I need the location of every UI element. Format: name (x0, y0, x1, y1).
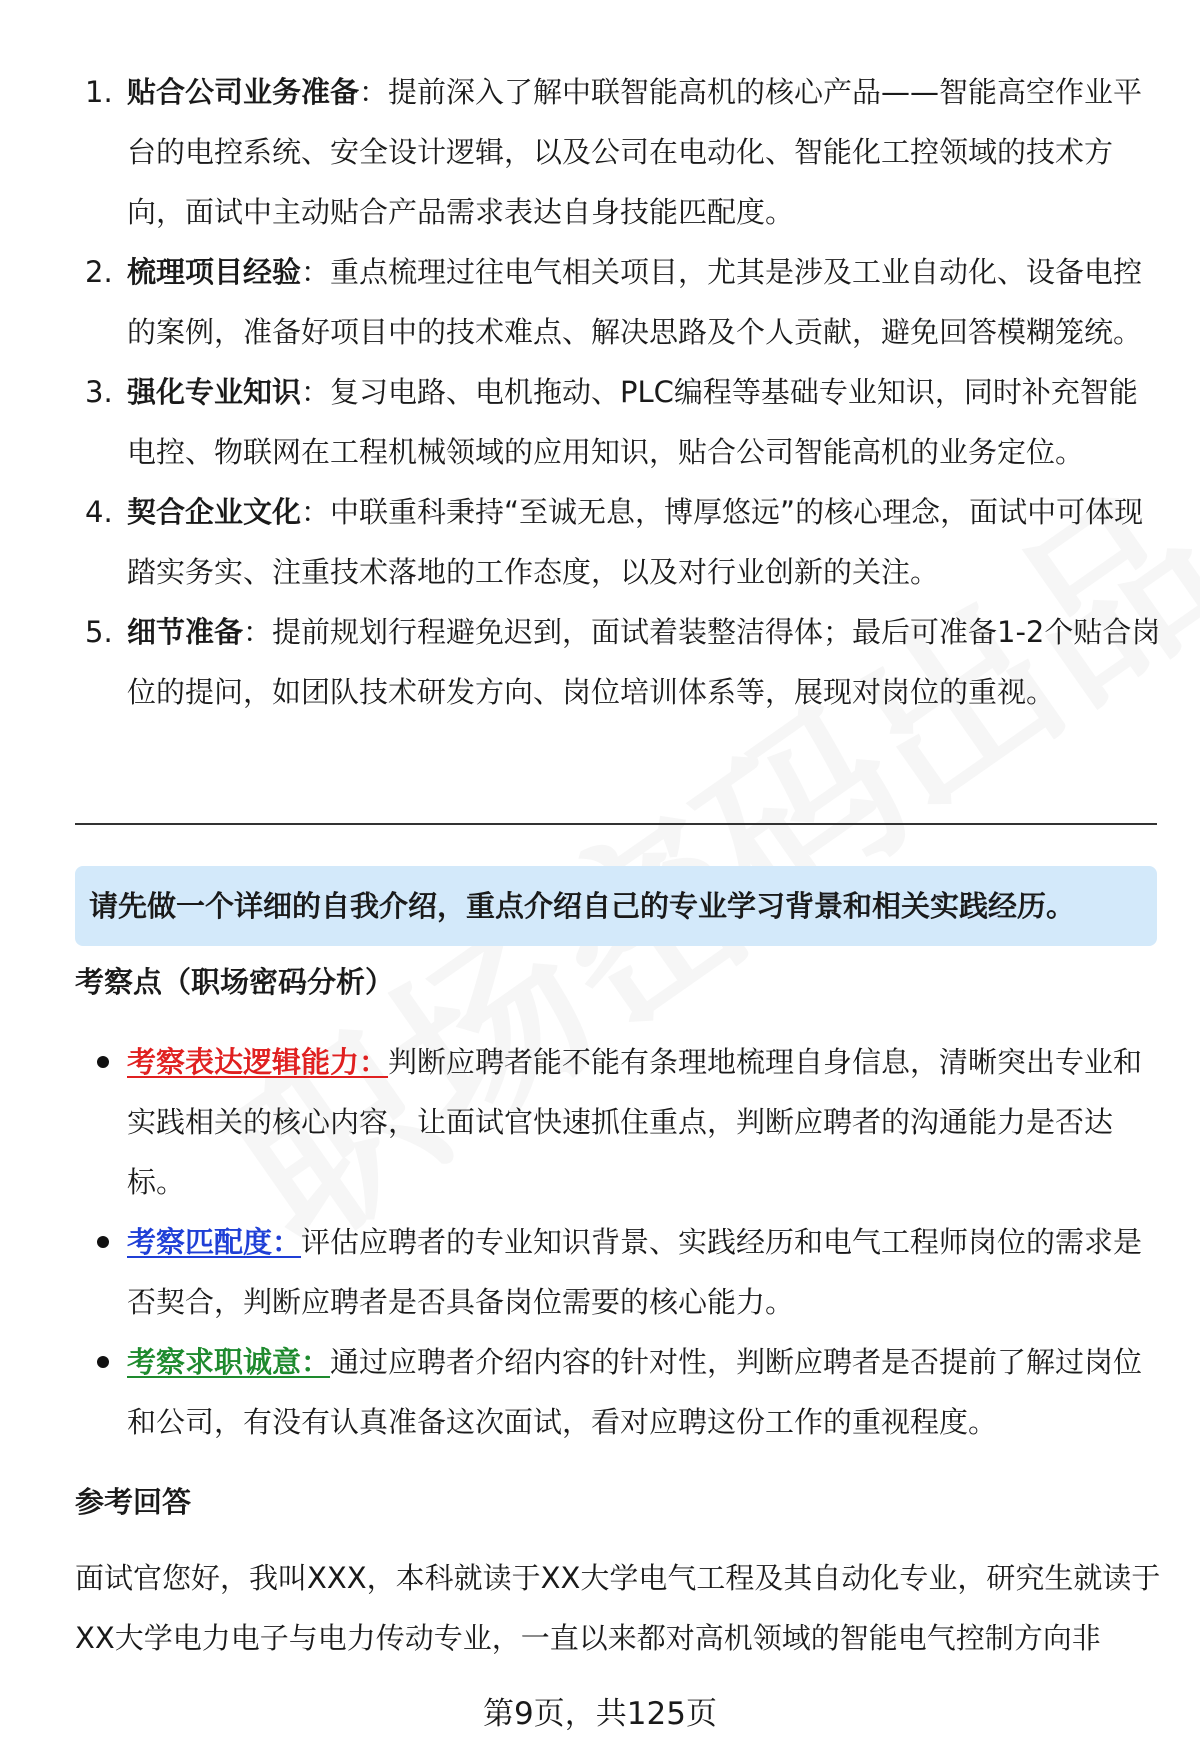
point-heading: 考察匹配度： (127, 1225, 302, 1259)
assessment-points-list (75, 1032, 1165, 1452)
question-box: 请先做一个详细的自我介绍，重点介绍自己的专业学习背景和相关实践经历。 (75, 866, 1157, 946)
prep-list (75, 62, 1165, 722)
item-number: 4. (85, 495, 113, 529)
answer-heading: 参考回答 (75, 1485, 192, 1519)
answer-paragraph: 面试官您好，我叫XXX，本科就读于XX大学电气工程及其自动化专业，研究生就读于XX大学电力电子与电力传动专业，一直以来都对高机领域的智能电气控制方向非 (75, 1561, 1161, 1655)
item-body: ：复习电路、电机拖动、PLC编程等基础专业知识，同时补充智能电控、物联网在工程机械领域的应用知识，贴合公司智能高机的业务定位。 (127, 375, 1138, 469)
assessment-point (75, 1212, 1165, 1332)
item-heading: 贴合公司业务准备 (127, 75, 360, 109)
prep-item (75, 362, 1165, 482)
item-body: ：重点梳理过往电气相关项目，尤其是涉及工业自动化、设备电控的案例，准备好项目中的技术难点、解决思路及个人贡献，避免回答模糊笼统。 (127, 255, 1143, 349)
assessment-point (75, 1332, 1165, 1452)
assessment-point (75, 1032, 1165, 1212)
prep-item (75, 482, 1165, 602)
item-heading: 梳理项目经验 (127, 255, 302, 289)
point-heading: 考察表达逻辑能力： (127, 1045, 389, 1079)
bullet-icon (97, 1236, 109, 1248)
item-number: 2. (85, 255, 113, 289)
item-heading: 契合企业文化 (127, 495, 302, 529)
point-body: 判断应聘者能不能有条理地梳理自身信息，清晰突出专业和实践相关的核心内容，让面试官快速抓住重点，判断应聘者的沟通能力是否达标。 (127, 1045, 1143, 1199)
bullet-icon (97, 1356, 109, 1368)
item-number: 3. (85, 375, 113, 409)
prep-item (75, 602, 1165, 722)
item-body: ：中联重科秉持“至诚无息，博厚悠远”的核心理念，面试中可体现踏实务实、注重技术落地的工作态度，以及对行业创新的关注。 (127, 495, 1144, 589)
item-heading: 强化专业知识 (127, 375, 302, 409)
prep-item (75, 62, 1165, 242)
points-heading: 考察点（职场密码分析） (75, 965, 395, 999)
prep-item (75, 242, 1165, 362)
item-body: ：提前深入了解中联智能高机的核心产品——智能高空作业平台的电控系统、安全设计逻辑，以及公司在电动化、智能化工控领域的技术方向，面试中主动贴合产品需求表达自身技能匹配度。 (127, 75, 1143, 229)
item-number: 1. (85, 75, 113, 109)
item-number: 5. (85, 615, 113, 649)
item-heading: 细节准备 (127, 615, 244, 649)
item-body: ：提前规划行程避免迟到，面试着装整洁得体；最后可准备1-2个贴合岗位的提问，如团队技术研发方向、岗位培训体系等，展现对岗位的重视。 (127, 615, 1161, 709)
point-heading: 考察求职诚意： (127, 1345, 331, 1379)
point-body: 通过应聘者介绍内容的针对性，判断应聘者是否提前了解过岗位和公司，有没有认真准备这次面试，看对应聘这份工作的重视程度。 (127, 1345, 1143, 1439)
section-divider (75, 823, 1157, 825)
page-footer: 第9页，共125页 (483, 1696, 717, 1732)
point-body: 评估应聘者的专业知识背景、实践经历和电气工程师岗位的需求是否契合，判断应聘者是否具备岗位需要的核心能力。 (127, 1225, 1143, 1319)
bullet-icon (97, 1056, 109, 1068)
